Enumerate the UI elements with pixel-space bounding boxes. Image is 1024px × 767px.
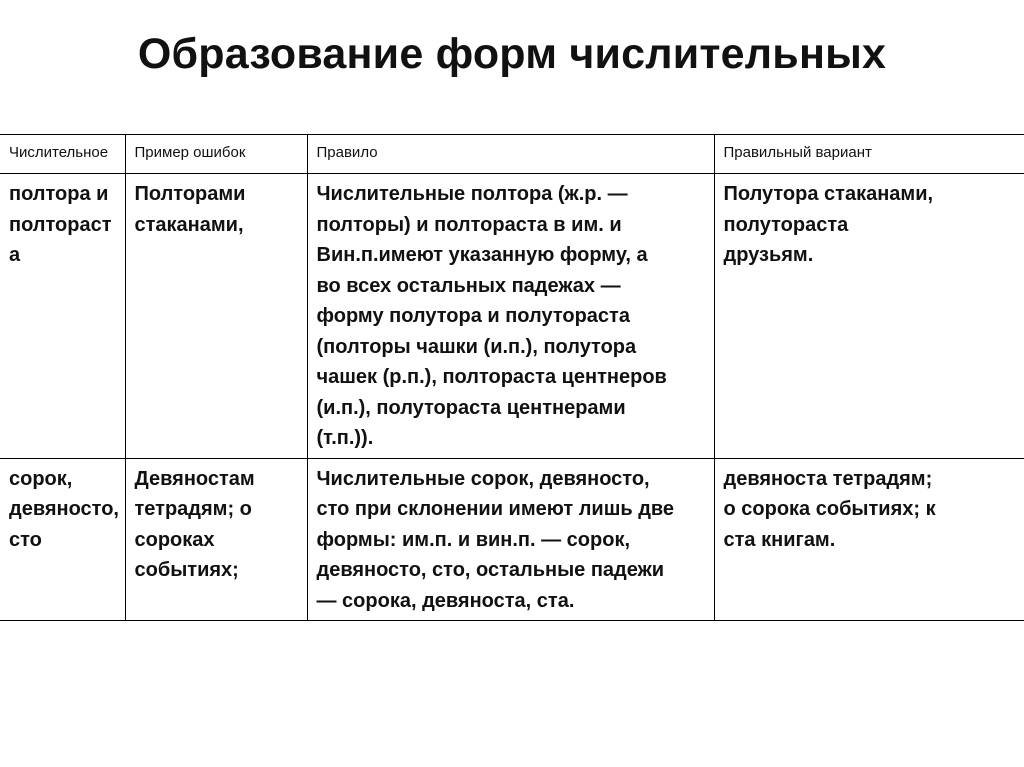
cell-rule	[307, 458, 714, 621]
cell-numeral-text: полтора и полтораст а	[9, 183, 112, 266]
header-error-example: Пример ошибок	[125, 135, 307, 174]
table-header-row	[0, 135, 1024, 174]
cell-correct-variant	[714, 458, 1024, 621]
table-row	[0, 174, 1024, 459]
header-numeral: Числительное	[0, 135, 125, 174]
cell-rule-text: Числительные полтора (ж.р. — полторы) и полтораста в им. и Вин.п.имеют указанную форму, а во всех остальных падежах — форму полутора и полутораста (полторы чашки (и.п.), полутора чашек (р.п.), полтораста центнеров (и.п.), полутораста центнерами (т.п.)).	[316, 183, 667, 449]
cell-error-example-text: Девяностам тетрадям; о сороках событиях;	[134, 467, 255, 581]
cell-correct-variant-text: девяноста тетрадям; о сорока событиях; к ста книгам.	[723, 467, 936, 551]
cell-correct-variant-text: Полутора стаканами, полутораста друзьям.	[723, 183, 934, 266]
cell-correct-variant	[714, 174, 1024, 459]
cell-error-example	[125, 174, 307, 459]
cell-error-example-text: Полторами стаканами,	[134, 183, 246, 236]
cell-numeral	[0, 458, 125, 621]
header-correct-variant: Правильный вариант	[714, 135, 1024, 174]
cell-error-example	[125, 458, 307, 621]
numerals-table	[0, 134, 1024, 621]
cell-rule	[307, 174, 714, 459]
header-rule: Правило	[307, 135, 714, 174]
cell-numeral-text: сорок, девяносто, сто	[9, 467, 119, 551]
table-row	[0, 458, 1024, 621]
cell-numeral	[0, 174, 125, 459]
slide-title: Образование форм числительных	[137, 30, 887, 78]
cell-rule-text: Числительные сорок, девяносто, сто при склонении имеют лишь две формы: им.п. и вин.п. — сорок, девяносто, сто, остальные падежи — сорока, девяноста, ста.	[316, 467, 675, 612]
